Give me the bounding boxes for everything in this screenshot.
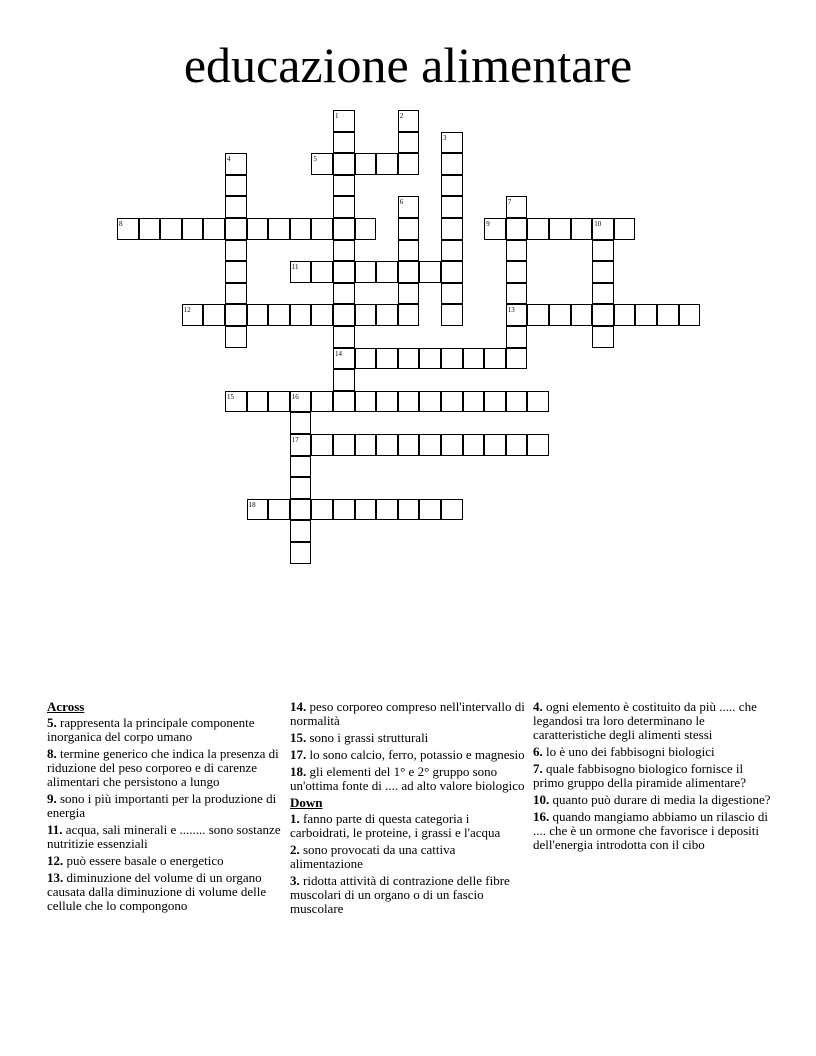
grid-cell[interactable] <box>182 304 204 326</box>
clue-text: gli elementi del 1° e 2° gruppo sono un'ottima fonte di .... ad alto valore biologico <box>290 764 525 793</box>
grid-cell[interactable] <box>333 196 355 218</box>
clue-number: 5 <box>313 155 317 164</box>
clue-num: 18. <box>290 764 307 779</box>
grid-cell[interactable] <box>592 304 614 326</box>
clue-num: 12. <box>47 853 64 868</box>
grid-cell[interactable] <box>441 348 463 370</box>
clue-number: 8 <box>119 220 123 228</box>
clue-number: 10 <box>594 220 602 228</box>
grid-cell[interactable] <box>333 369 355 391</box>
grid-cell[interactable] <box>311 434 333 456</box>
grid-cell[interactable] <box>290 499 312 521</box>
clue-text: peso corporeo compreso nell'intervallo di normalità <box>290 699 525 728</box>
grid-cell[interactable] <box>376 261 398 283</box>
grid-cell[interactable] <box>333 326 355 348</box>
grid-cell[interactable] <box>484 391 506 413</box>
down-clue <box>290 843 526 871</box>
grid-cell[interactable] <box>203 304 225 326</box>
grid-cell[interactable] <box>484 218 506 240</box>
clue-num: 9. <box>47 791 57 806</box>
grid-cell[interactable] <box>355 304 377 326</box>
grid-cell[interactable] <box>139 218 161 240</box>
across-heading: Across <box>47 699 85 714</box>
grid-cell[interactable] <box>398 261 420 283</box>
grid-cell[interactable] <box>571 304 593 326</box>
grid-cell[interactable] <box>225 261 247 283</box>
grid-cell[interactable] <box>506 218 528 240</box>
down-clue <box>533 793 771 807</box>
grid-cell[interactable] <box>225 218 247 240</box>
down-clue <box>533 700 771 742</box>
grid-cell[interactable] <box>333 261 355 283</box>
grid-cell[interactable] <box>592 240 614 262</box>
clue-num: 4. <box>533 699 543 714</box>
grid-cell[interactable] <box>484 434 506 456</box>
grid-cell[interactable] <box>419 348 441 370</box>
grid-cell[interactable] <box>441 218 463 240</box>
down-clue <box>533 810 771 852</box>
grid-cell[interactable] <box>441 240 463 262</box>
grid-cell[interactable] <box>376 391 398 413</box>
grid-cell[interactable] <box>549 218 571 240</box>
grid-cell[interactable] <box>398 283 420 305</box>
clue-number: 1 <box>335 112 339 120</box>
grid-cell[interactable] <box>592 326 614 348</box>
clue-text: sono i grassi strutturali <box>309 730 429 745</box>
clue-number: 16 <box>291 392 299 401</box>
clue-num: 13. <box>47 870 64 885</box>
clue-text: sono i più importanti per la produzione di energia <box>47 791 277 820</box>
grid-cell[interactable] <box>333 175 355 197</box>
across-clue <box>290 748 526 762</box>
clue-text: lo sono calcio, ferro, potassio e magnesio <box>309 747 525 762</box>
grid-cell[interactable] <box>290 520 312 542</box>
grid-cell[interactable] <box>355 153 377 175</box>
grid-cell[interactable] <box>441 153 463 175</box>
grid-cell[interactable] <box>592 218 614 240</box>
grid-cell[interactable] <box>635 304 657 326</box>
across-clue <box>290 731 526 745</box>
grid-cell[interactable] <box>398 499 420 521</box>
clue-number: 15 <box>227 392 234 401</box>
clue-num: 1. <box>290 811 300 826</box>
clue-number: 9 <box>486 220 490 228</box>
across-clue <box>47 854 283 868</box>
grid-cell[interactable] <box>225 153 247 175</box>
clue-text: termine generico che indica la presenza di riduzione del peso corporeo e di carenze alimentari che persistono a lungo <box>47 746 279 789</box>
grid-cell[interactable] <box>355 434 377 456</box>
grid-cell[interactable] <box>268 499 290 521</box>
clue-num: 5. <box>47 715 57 730</box>
grid-cell[interactable] <box>441 499 463 521</box>
grid-cell[interactable] <box>247 391 269 413</box>
grid-cell[interactable] <box>506 283 528 305</box>
grid-cell[interactable] <box>376 348 398 370</box>
clue-text: quale fabbisogno biologico fornisce il primo gruppo della piramide alimentare? <box>533 761 746 790</box>
clue-number: 4 <box>227 155 231 164</box>
down-clue <box>533 762 771 790</box>
grid-cell[interactable] <box>592 283 614 305</box>
grid-cell[interactable] <box>398 153 420 175</box>
grid-cell[interactable] <box>398 348 420 370</box>
clue-text: quanto può durare di media la digestione? <box>552 792 771 807</box>
clue-num: 2. <box>290 842 300 857</box>
clue-num: 16. <box>533 809 550 824</box>
grid-cell[interactable] <box>463 391 485 413</box>
grid-cell[interactable] <box>398 240 420 262</box>
grid-cell[interactable] <box>657 304 679 326</box>
grid-cell[interactable] <box>117 218 139 240</box>
clue-number: 6 <box>399 198 404 207</box>
grid-cell[interactable] <box>247 499 269 521</box>
clue-number: 7 <box>507 198 512 207</box>
grid-cell[interactable] <box>290 261 312 283</box>
down-clue <box>290 874 526 916</box>
clues-column-2 <box>290 700 526 919</box>
grid-cell[interactable] <box>225 326 247 348</box>
clue-num: 10. <box>533 792 550 807</box>
grid-cell[interactable] <box>376 304 398 326</box>
grid-cell[interactable] <box>311 304 333 326</box>
clue-num: 7. <box>533 761 543 776</box>
grid-cell[interactable] <box>225 304 247 326</box>
grid-cell[interactable] <box>333 110 355 132</box>
grid-cell[interactable] <box>333 304 355 326</box>
grid-cell[interactable] <box>268 304 290 326</box>
grid-cell[interactable] <box>419 261 441 283</box>
grid-cell[interactable] <box>441 304 463 326</box>
grid-cell[interactable] <box>506 240 528 262</box>
across-clue <box>290 765 526 793</box>
clue-text: ridotta attività di contrazione delle fibre muscolari di un organo o di un fascio muscolare <box>290 873 510 916</box>
grid-cell[interactable] <box>441 132 463 154</box>
grid-cell[interactable] <box>506 348 528 370</box>
grid-cell[interactable] <box>419 391 441 413</box>
grid-cell[interactable] <box>571 218 593 240</box>
across-clue <box>47 716 283 744</box>
grid-cell[interactable] <box>355 391 377 413</box>
grid-cell[interactable] <box>398 110 420 132</box>
grid-cell[interactable] <box>376 434 398 456</box>
grid-cell[interactable] <box>225 175 247 197</box>
grid-cell[interactable] <box>290 412 312 434</box>
grid-cell[interactable] <box>463 348 485 370</box>
grid-cell[interactable] <box>333 218 355 240</box>
puzzle-title: educazione alimentare <box>183 37 633 93</box>
clue-num: 8. <box>47 746 57 761</box>
clue-text: può essere basale o energetico <box>66 853 224 868</box>
clue-text: quando mangiamo abbiamo un rilascio di .... che è un ormone che favorisce i depositi dell'energia introdotta con il cibo <box>533 809 769 852</box>
grid-cell[interactable] <box>268 218 290 240</box>
grid-cell[interactable] <box>484 348 506 370</box>
grid-cell[interactable] <box>441 196 463 218</box>
grid-cell[interactable] <box>506 261 528 283</box>
grid-cell[interactable] <box>225 196 247 218</box>
clue-number: 2 <box>399 112 404 120</box>
grid-cell[interactable] <box>527 218 549 240</box>
across-clue <box>47 747 283 789</box>
grid-cell[interactable] <box>355 261 377 283</box>
grid-cell[interactable] <box>398 218 420 240</box>
grid-cell[interactable] <box>290 542 312 564</box>
grid-cell[interactable] <box>290 218 312 240</box>
clue-text: fanno parte di questa categoria i carboidrati, le proteine, i grassi e l'acqua <box>290 811 501 840</box>
across-clue <box>47 823 283 851</box>
clue-text: rappresenta la principale componente inorganica del corpo umano <box>47 715 255 744</box>
grid-cell[interactable] <box>225 391 247 413</box>
grid-cell[interactable] <box>398 132 420 154</box>
grid-cell[interactable] <box>398 304 420 326</box>
grid-cell[interactable] <box>376 499 398 521</box>
clues-column-3 <box>533 700 771 855</box>
clue-text: diminuzione del volume di un organo causata dalla diminuzione di volume delle cellule che lo compongono <box>47 870 267 913</box>
grid-cell[interactable] <box>527 391 549 413</box>
clue-num: 11. <box>47 822 63 837</box>
grid-cell[interactable] <box>376 153 398 175</box>
clue-num: 14. <box>290 699 307 714</box>
grid-cell[interactable] <box>333 240 355 262</box>
across-clue <box>47 871 283 913</box>
grid-cell[interactable] <box>311 391 333 413</box>
down-heading: Down <box>290 795 323 810</box>
grid-cell[interactable] <box>398 196 420 218</box>
clue-text: ogni elemento è costituito da più ..... che legandosi tra loro determinano le caratteristiche degli alimenti stessi <box>533 699 757 742</box>
clue-number: 11 <box>291 263 299 272</box>
clue-number: 3 <box>443 133 447 142</box>
grid-cell[interactable] <box>441 391 463 413</box>
grid-cell[interactable] <box>527 304 549 326</box>
clue-text: sono provocati da una cattiva alimentazione <box>290 842 456 871</box>
grid-cell[interactable] <box>290 434 312 456</box>
clue-text: acqua, sali minerali e ........ sono sostanze nutritizie essenziali <box>47 822 281 851</box>
grid-cell[interactable] <box>463 434 485 456</box>
grid-cell[interactable] <box>441 283 463 305</box>
grid-cell[interactable] <box>355 348 377 370</box>
grid-cell[interactable] <box>290 391 312 413</box>
grid-cell[interactable] <box>225 240 247 262</box>
grid-cell[interactable] <box>441 175 463 197</box>
grid-cell[interactable] <box>333 153 355 175</box>
down-clue <box>533 745 771 759</box>
down-clue <box>290 812 526 840</box>
grid-cell[interactable] <box>506 391 528 413</box>
across-clue <box>47 792 283 820</box>
grid-cell[interactable] <box>398 434 420 456</box>
grid-cell[interactable] <box>441 261 463 283</box>
clue-text: lo è uno dei fabbisogni biologici <box>546 744 715 759</box>
grid-cell[interactable] <box>398 391 420 413</box>
grid-cell[interactable] <box>441 434 463 456</box>
grid-cell[interactable] <box>419 499 441 521</box>
clue-number: 12 <box>183 306 191 315</box>
grid-cell[interactable] <box>311 261 333 283</box>
grid-cell[interactable] <box>614 218 636 240</box>
clues-column-1 <box>47 700 283 916</box>
grid-cell[interactable] <box>592 261 614 283</box>
grid-cell[interactable] <box>679 304 701 326</box>
grid-cell[interactable] <box>311 218 333 240</box>
grid-cell[interactable] <box>506 326 528 348</box>
grid-cell[interactable] <box>506 196 528 218</box>
grid-cell[interactable] <box>506 304 528 326</box>
grid-cell[interactable] <box>333 132 355 154</box>
across-clue <box>290 700 526 728</box>
grid-cell[interactable] <box>527 434 549 456</box>
grid-cell[interactable] <box>268 391 290 413</box>
grid-cell[interactable] <box>290 477 312 499</box>
grid-cell[interactable] <box>311 153 333 175</box>
clue-number: 13 <box>507 306 515 315</box>
grid-cell[interactable] <box>333 499 355 521</box>
clue-number: 17 <box>291 436 299 444</box>
grid-cell[interactable] <box>333 391 355 413</box>
grid-cell[interactable] <box>355 218 377 240</box>
grid-cell[interactable] <box>160 218 182 240</box>
grid-cell[interactable] <box>549 304 571 326</box>
grid-cell[interactable] <box>247 218 269 240</box>
grid-cell[interactable] <box>203 218 225 240</box>
clue-num: 17. <box>290 747 307 762</box>
grid-cell[interactable] <box>247 304 269 326</box>
grid-cell[interactable] <box>355 499 377 521</box>
grid-cell[interactable] <box>333 434 355 456</box>
grid-cell[interactable] <box>311 499 333 521</box>
clue-num: 3. <box>290 873 300 888</box>
clue-number: 14 <box>335 349 342 358</box>
grid-cell[interactable] <box>614 304 636 326</box>
grid-cell[interactable] <box>333 348 355 370</box>
grid-cell[interactable] <box>225 283 247 305</box>
clue-num: 15. <box>290 730 307 745</box>
grid-cell[interactable] <box>333 283 355 305</box>
grid-cell[interactable] <box>506 434 528 456</box>
grid-cell[interactable] <box>290 456 312 478</box>
grid-cell[interactable] <box>419 434 441 456</box>
grid-cell[interactable] <box>290 304 312 326</box>
grid-cell[interactable] <box>182 218 204 240</box>
clue-num: 6. <box>533 744 543 759</box>
clue-number: 18 <box>248 500 256 509</box>
